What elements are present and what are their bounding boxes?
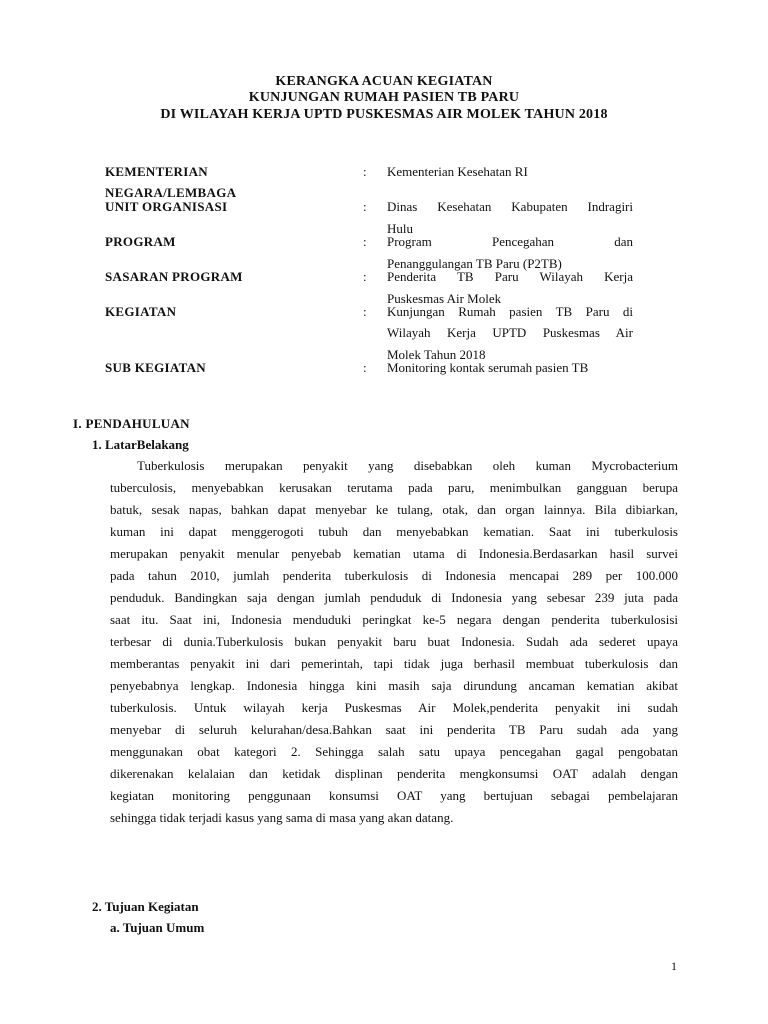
- paragraph-line: saat itu. Saat ini, Indonesia menduduki peringkat ke-5 negara dengan penderita tuberkulosisi: [110, 612, 678, 627]
- section-heading-pendahuluan: I. PENDAHULUAN: [73, 416, 190, 431]
- kementerian-label: KEMENTERIAN: [105, 164, 208, 179]
- kegiatan-value-line-2: Wilayah Kerja UPTD Puskesmas Air: [387, 325, 633, 340]
- sasaran-program-label: SASARAN PROGRAM: [105, 269, 243, 284]
- sub-kegiatan-colon: :: [363, 360, 367, 375]
- paragraph-line: tuberculosis, menyebabkan kerusakan terutama pada paru, menimbulkan gangguan berupa: [110, 480, 678, 495]
- paragraph-line: terbesar di dunia.Tuberkulosis bukan penyakit baru buat Indonesia. Sudah ada sederet upaya: [110, 634, 678, 649]
- subsection-heading-tujuan-kegiatan: 2. Tujuan Kegiatan: [92, 899, 199, 914]
- document-title-line-1: KERANGKA ACUAN KEGIATAN: [275, 74, 493, 89]
- program-value-line-2: Penanggulangan TB Paru (P2TB): [387, 256, 562, 271]
- kegiatan-label: KEGIATAN: [105, 304, 177, 319]
- paragraph-line: dikerenakan kelalaian dan ketidak displinan penderita mengkonsumsi OAT adalah dengan: [110, 766, 678, 781]
- sub-kegiatan-value: Monitoring kontak serumah pasien TB: [387, 360, 589, 375]
- paragraph-line: memberantas penyakit ini dari pemerintah, tapi tidak juga berhasil membuat tuberkulosis dan: [110, 656, 678, 671]
- paragraph-line: menyebar di seluruh kelurahan/desa.Bahkan saat ini penderita TB Paru sudah ada yang: [110, 722, 678, 737]
- document-title-line-2: KUNJUNGAN RUMAH PASIEN TB PARU: [248, 90, 520, 105]
- subsection-heading-latar-belakang: 1. LatarBelakang: [92, 437, 189, 452]
- unit-organisasi-value-line-1: Dinas Kesehatan Kabupaten Indragiri: [387, 199, 633, 214]
- paragraph-line: penyebabnya lengkap. Indonesia hingga kini masih saja dirundung ancaman kematian akibat: [110, 678, 678, 693]
- sasaran-program-value-line-2: Puskesmas Air Molek: [387, 291, 502, 306]
- latar-belakang-paragraph: [110, 455, 678, 829]
- program-label: PROGRAM: [105, 234, 176, 249]
- paragraph-line: penduduk. Bandingkan saja dengan jumlah penduduk di Indonesia yang sebesar 239 juta pada: [110, 590, 678, 605]
- document-title-line-3: DI WILAYAH KERJA UPTD PUSKESMAS AIR MOLEK TAHUN 2018: [160, 107, 608, 122]
- kegiatan-colon: :: [363, 304, 367, 319]
- sasaran-program-value-line-1: Penderita TB Paru Wilayah Kerja: [387, 269, 633, 284]
- kementerian-value: Kementerian Kesehatan RI: [387, 164, 528, 179]
- paragraph-line: kegiatan monitoring penggunaan konsumsi OAT yang bertujuan sebagai pembelajaran: [110, 788, 678, 803]
- kegiatan-value-line-3: Molek Tahun 2018: [387, 347, 486, 362]
- paragraph-line: merupakan penyakit menular penyebab kematian utama di Indonesia.Berdasarkan hasil survei: [110, 546, 678, 561]
- subsection-heading-tujuan-umum: a. Tujuan Umum: [110, 920, 205, 935]
- paragraph-line: sehingga tidak terjadi kasus yang sama di masa yang akan datang.: [110, 810, 454, 825]
- page-number: 1: [671, 959, 677, 973]
- unit-organisasi-colon: :: [363, 199, 367, 214]
- paragraph-line: kuman ini dapat menggerogoti tubuh dan menyebabkan kematian. Saat ini tuberkulosis: [110, 524, 678, 539]
- program-colon: :: [363, 234, 367, 249]
- kementerian-colon: :: [363, 164, 367, 179]
- paragraph-line: tuberkulosis. Untuk wilayah kerja Puskesmas Air Molek,penderita penyakit ini sudah: [110, 700, 678, 715]
- paragraph-line: pada tahun 2010, jumlah penderita tuberkulosis di Indonesia mencapai 289 per 100.000: [110, 568, 678, 583]
- kegiatan-value-line-1: Kunjungan Rumah pasien TB Paru di: [387, 304, 633, 319]
- paragraph-line: Tuberkulosis merupakan penyakit yang disebabkan oleh kuman Mycrobacterium: [137, 458, 678, 473]
- paragraph-line: batuk, sesak napas, bahkan dapat menyebar ke tulang, otak, dan organ lainnya. Bila dibiarkan,: [110, 502, 678, 517]
- sasaran-program-colon: :: [363, 269, 367, 284]
- unit-organisasi-value-line-2: Hulu: [387, 221, 413, 236]
- program-value-line-1: Program Pencegahan dan: [387, 234, 633, 249]
- kementerian-label-continued: NEGARA/LEMBAGA: [105, 185, 237, 200]
- sub-kegiatan-label: SUB KEGIATAN: [105, 360, 206, 375]
- unit-organisasi-label: UNIT ORGANISASI: [105, 199, 228, 214]
- paragraph-line: menggunakan obat kategori 2. Sehingga salah satu upaya pencegahan gagal pengobatan: [110, 744, 678, 759]
